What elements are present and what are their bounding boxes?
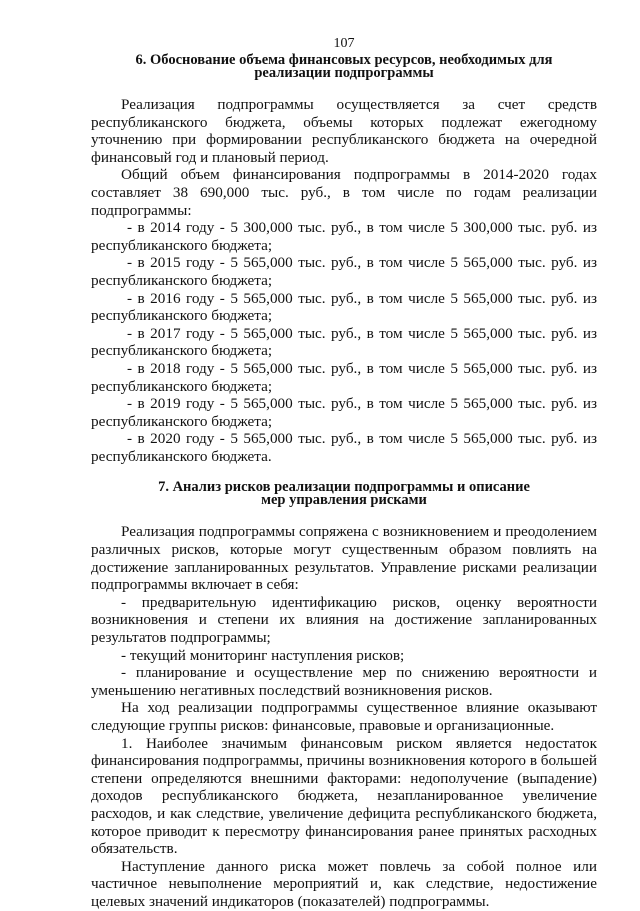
funding-year-item: - в 2019 году - 5 565,000 тыс. руб., в том числе 5 565,000 тыс. руб. из республиканского бюджета; xyxy=(91,395,597,430)
funding-year-item: - в 2020 году - 5 565,000 тыс. руб., в том числе 5 565,000 тыс. руб. из республиканского бюджета. xyxy=(91,430,597,465)
section-7-title-line-1: 7. Анализ рисков реализации подпрограммы и описание xyxy=(158,479,530,496)
section-7-title-line-2: мер управления рисками xyxy=(261,492,427,509)
paragraph: 1. Наиболее значимым финансовым риском является недостаток финансирования подпрограммы, причины возникновения которого в большей степени определяются внешними факторами: недополучение (выпадение) доходов республиканского бюджета, незапланированное увеличение расходов, и как следствие, увеличение дефицита республиканского бюджета, которое приводит к пересмотру финансирования ранее принятых расходных обязательств. xyxy=(91,734,597,858)
section-6-heading xyxy=(91,54,597,80)
funding-year-item: - в 2018 году - 5 565,000 тыс. руб., в том числе 5 565,000 тыс. руб. из республиканского бюджета; xyxy=(91,359,597,395)
page-number: 107 xyxy=(333,36,355,51)
funding-year-item: - в 2014 году - 5 300,000 тыс. руб., в том числе 5 300,000 тыс. руб. из республиканского бюджета; xyxy=(91,219,597,254)
funding-year-item: - в 2015 году - 5 565,000 тыс. руб., в том числе 5 565,000 тыс. руб. из республиканского бюджета; xyxy=(91,254,597,289)
list-item: - предварительную идентификацию рисков, оценку вероятности возникновения и степени их влияния на достижение запланированных результатов подпрограммы; xyxy=(91,593,597,647)
funding-year-item: - в 2017 году - 5 565,000 тыс. руб., в том числе 5 565,000 тыс. руб. из республиканского бюджета; xyxy=(91,324,597,360)
section-6-title-line-2: реализации подпрограммы xyxy=(254,65,434,81)
paragraph: На ход реализации подпрограммы существенное влияние оказывают следующие группы рисков: финансовые, правовые и организационные. xyxy=(91,699,597,734)
list-item: - планирование и осуществление мер по снижению вероятности и уменьшению негативных последствий возникновения рисков. xyxy=(91,664,597,699)
funding-year-item: - в 2016 году - 5 565,000 тыс. руб., в том числе 5 565,000 тыс. руб. из республиканского бюджета; xyxy=(91,289,597,325)
section-6-title-line-1: 6. Обоснование объема финансовых ресурсов, необходимых для xyxy=(135,52,553,68)
section-7-heading xyxy=(91,481,597,507)
paragraph: Наступление данного риска может повлечь за собой полное или частичное невыполнение мероприятий и, как следствие, недостижение целевых значений индикаторов (показателей) подпрограммы. xyxy=(91,857,597,910)
paragraph: Реализация подпрограммы осуществляется за счет средств республиканского бюджета, объемы которых подлежат ежегодному уточнению при формировании республиканского бюджета на очередной финансовый год и плановый период. xyxy=(91,96,597,166)
document-page xyxy=(91,36,597,911)
list-item: - текущий мониторинг наступления рисков; xyxy=(121,646,405,664)
paragraph: Реализация подпрограммы сопряжена с возникновением и преодолением различных рисков, которые могут существенным образом повлиять на достижение запланированных результатов. Управление рисками реализации подпрограммы включает в себя: xyxy=(91,523,597,594)
paragraph: Общий объем финансирования подпрограммы в 2014-2020 годах составляет 38 690,000 тыс. руб., в том числе по годам реализации подпрограммы: xyxy=(91,166,597,219)
